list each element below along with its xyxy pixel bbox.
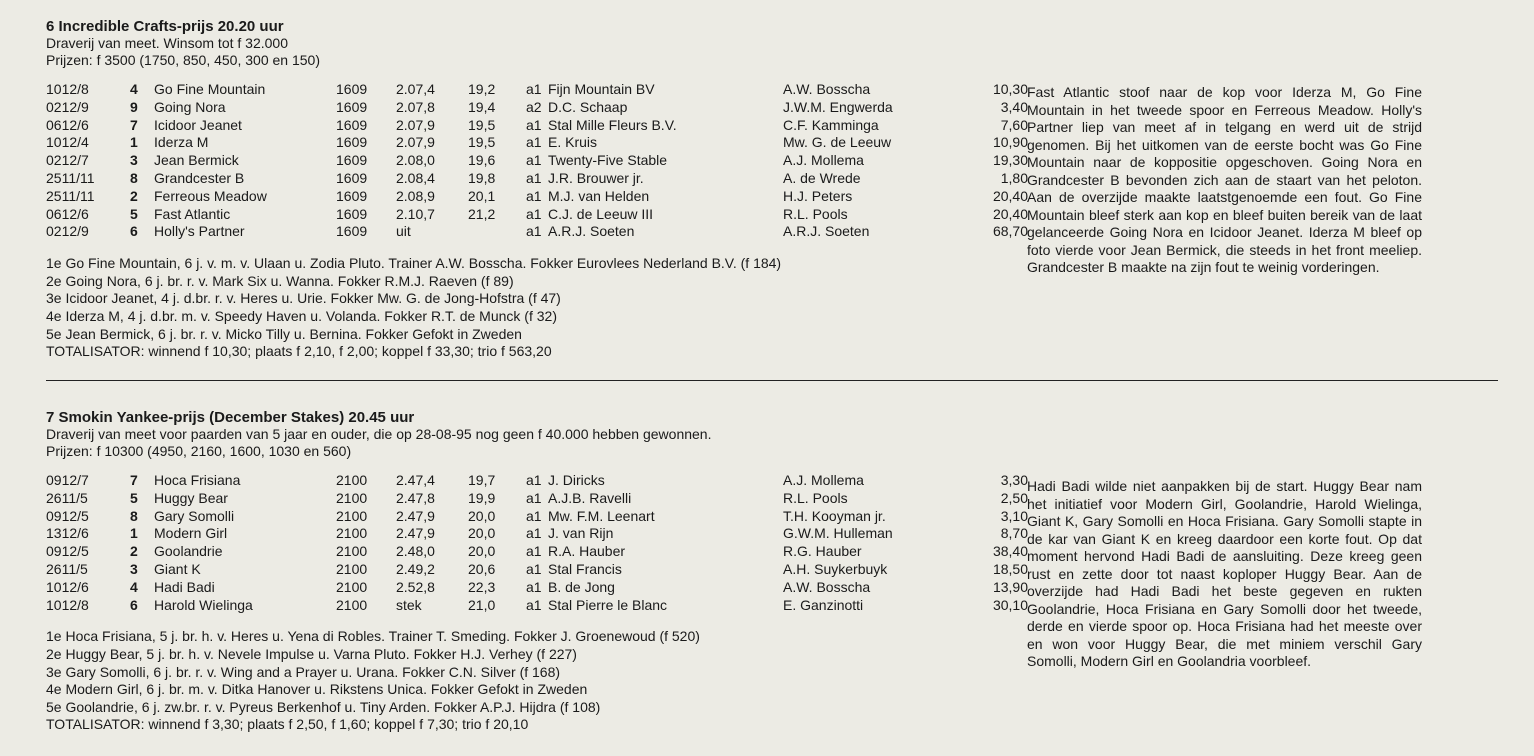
entry-owner: Stal Mille Fleurs B.V. xyxy=(548,116,677,133)
entry-no: 1 xyxy=(130,525,138,542)
entry-pos: a1 xyxy=(526,596,542,613)
entry-time: 2.07,8 xyxy=(396,98,435,115)
entry-horse: Harold Wielinga xyxy=(154,596,253,613)
entry-time: uit xyxy=(396,223,411,240)
entry-date: 2511/11 xyxy=(46,187,95,204)
entry-horse: Hadi Badi xyxy=(154,578,215,595)
entry-dist: 2100 xyxy=(336,596,368,613)
entry-odds: 68,70 xyxy=(992,223,1028,240)
entry-odds: 3,10 xyxy=(1000,507,1028,524)
race-conditions: Draverij van meet. Winsom tot f 32.000 xyxy=(46,35,288,51)
entry-time: 2.48,0 xyxy=(396,543,435,560)
entry-odds: 38,40 xyxy=(992,543,1028,560)
entry-km: 19,4 xyxy=(468,98,496,115)
entry-km: 20,6 xyxy=(468,560,496,577)
entry-horse: Jean Bermick xyxy=(154,152,239,169)
entry-pos: a1 xyxy=(526,560,542,577)
entry-owner: D.C. Schaap xyxy=(548,98,628,115)
entry-pos: a1 xyxy=(526,525,542,542)
entry-driver: A.J. Mollema xyxy=(783,152,864,169)
entry-pos: a1 xyxy=(526,578,542,595)
entry-time: 2.07,4 xyxy=(396,81,435,97)
entry-horse: Icidoor Jeanet xyxy=(154,116,242,133)
entry-no: 5 xyxy=(130,489,138,506)
entry-date: 1312/6 xyxy=(46,525,89,542)
entry-time: 2.47,9 xyxy=(396,525,435,542)
entry-owner: C.J. de Leeuw III xyxy=(548,205,654,222)
entry-owner: Mw. F.M. Leenart xyxy=(548,507,655,524)
entry-pos: a2 xyxy=(526,98,542,115)
entry-dist: 1609 xyxy=(336,98,368,115)
entry-pos: a1 xyxy=(526,489,542,506)
entry-date: 1012/8 xyxy=(46,596,89,613)
entry-odds: 20,40 xyxy=(992,205,1028,222)
entry-date: 1012/8 xyxy=(46,81,89,97)
result-line: 3e Icidoor Jeanet, 4 j. d.br. r. v. Heres u. Urie. Fokker Mw. G. de Jong-Hofstra (f 47) xyxy=(46,290,561,307)
entry-date: 0612/6 xyxy=(46,116,89,133)
entry-driver: A.W. Bosscha xyxy=(783,578,871,595)
result-line: 4e Iderza M, 4 j. d.br. m. v. Speedy Haven u. Volanda. Fokker R.T. de Munck (f 32) xyxy=(46,307,557,324)
entry-no: 8 xyxy=(130,169,138,186)
entry-no: 4 xyxy=(130,81,138,97)
totalisator-line: TOTALISATOR: winnend f 3,30; plaats f 2,50, f 1,60; koppel f 7,30; trio f 20,10 xyxy=(46,716,529,733)
entry-driver: A.J. Mollema xyxy=(783,472,864,488)
entry-time: 2.08,9 xyxy=(396,187,435,204)
entry-owner: Fijn Mountain BV xyxy=(548,81,655,97)
entry-horse: Giant K xyxy=(154,560,201,577)
entry-pos: a1 xyxy=(526,472,542,488)
entry-km: 20,0 xyxy=(468,525,496,542)
entry-driver: R.L. Pools xyxy=(783,205,848,222)
entry-odds: 10,90 xyxy=(992,134,1028,151)
entry-owner: Stal Pierre le Blanc xyxy=(548,596,668,613)
entry-date: 0212/9 xyxy=(46,98,89,115)
entry-dist: 1609 xyxy=(336,152,368,169)
entry-no: 3 xyxy=(130,152,138,169)
entry-date: 0612/6 xyxy=(46,205,89,222)
entry-no: 6 xyxy=(130,596,138,613)
entry-owner: R.A. Hauber xyxy=(548,543,626,560)
race-title: 7 Smokin Yankee-prijs (December Stakes) 20.45 uur xyxy=(46,409,415,426)
entry-km: 21,0 xyxy=(468,596,496,613)
entry-pos: a1 xyxy=(526,543,542,560)
entry-owner: B. de Jong xyxy=(548,578,615,595)
entry-pos: a1 xyxy=(526,116,542,133)
entry-km: 19,9 xyxy=(468,489,496,506)
entry-time: 2.47,8 xyxy=(396,489,435,506)
entry-horse: Goolandrie xyxy=(154,543,223,560)
entry-km: 20,0 xyxy=(468,507,496,524)
entry-km: 19,8 xyxy=(468,169,496,186)
entry-pos: a1 xyxy=(526,187,542,204)
entry-date: 0212/9 xyxy=(46,223,89,240)
entry-driver: C.F. Kamminga xyxy=(783,116,879,133)
entry-horse: Gary Somolli xyxy=(154,507,235,524)
entry-dist: 1609 xyxy=(336,134,368,151)
entry-odds: 2,50 xyxy=(1000,489,1028,506)
entry-km: 19,5 xyxy=(468,134,496,151)
result-line: 3e Gary Somolli, 6 j. br. r. v. Wing and a Prayer u. Urana. Fokker C.N. Silver (f 168) xyxy=(46,663,561,680)
entry-dist: 1609 xyxy=(336,187,368,204)
entry-km: 20,0 xyxy=(468,543,496,560)
entry-odds: 7,60 xyxy=(1000,116,1028,133)
entry-no: 2 xyxy=(130,543,138,560)
entry-owner: J. van Rijn xyxy=(548,525,614,542)
entry-km: 19,7 xyxy=(468,472,496,488)
entry-date: 0912/7 xyxy=(46,472,89,488)
result-line: 1e Hoca Frisiana, 5 j. br. h. v. Heres u. Yena di Robles. Trainer T. Smeding. Fokker J. Groenewoud (f 520) xyxy=(46,628,700,645)
entry-horse: Hoca Frisiana xyxy=(154,472,241,488)
entry-driver: A.R.J. Soeten xyxy=(783,223,870,240)
result-line: 2e Huggy Bear, 5 j. br. h. v. Nevele Impulse u. Varna Pluto. Fokker H.J. Verhey (f 227) xyxy=(46,645,577,662)
entry-km: 19,6 xyxy=(468,152,496,169)
entry-horse: Modern Girl xyxy=(154,525,228,542)
entry-odds: 13,90 xyxy=(992,578,1028,595)
entry-pos: a1 xyxy=(526,81,542,97)
entry-odds: 19,30 xyxy=(992,152,1028,169)
entry-no: 5 xyxy=(130,205,138,222)
entry-date: 2611/5 xyxy=(46,560,88,577)
entry-date: 1012/4 xyxy=(46,134,89,151)
race-6-report: Fast Atlantic stoof naar de kop voor Iderza M, Go Fine Mountain in het tweede spoor en Ferreous Meadow. Holly's Partner liep van meet af in telgang en werd uit de strijd genomen. Bij het uitkomen van de eerste bocht was Go Fine Mountain naar de koppositie opgeschoven. Going Nora en Grandcester B bevonden zich aan de staart van het peloton. Aan de overzijde maakte laatstgenoemde een fout. Go Fine Mountain bleef sterk aan kop en bleef buiten bereik van de laat gelanceerde Going Nora en Icidoor Jeanet. Iderza M bleef op foto vierde voor Jean Bermick, die steeds in het front meeliep. Grandcester B maakte na zijn fout te weinig vorderingen. xyxy=(1027,84,1422,275)
entry-odds: 3,40 xyxy=(1000,98,1028,115)
entry-date: 0212/7 xyxy=(46,152,89,169)
entry-pos: a1 xyxy=(526,223,542,240)
entry-km: 22,3 xyxy=(468,578,496,595)
entry-time: 2.08,4 xyxy=(396,169,435,186)
entry-no: 4 xyxy=(130,578,138,595)
entry-km: 20,1 xyxy=(468,187,496,204)
entry-driver: A.H. Suykerbuyk xyxy=(783,560,888,577)
entry-owner: M.J. van Helden xyxy=(548,187,650,204)
entry-horse: Holly's Partner xyxy=(154,223,245,240)
entry-horse: Huggy Bear xyxy=(154,489,228,506)
entry-time: 2.07,9 xyxy=(396,116,435,133)
entry-date: 1012/6 xyxy=(46,578,89,595)
entry-odds: 8,70 xyxy=(1000,525,1028,542)
entry-no: 8 xyxy=(130,507,138,524)
entry-time: 2.07,9 xyxy=(396,134,435,151)
entry-owner: J. Diricks xyxy=(548,472,605,488)
entry-km: 19,2 xyxy=(468,81,496,97)
entry-odds: 18,50 xyxy=(992,560,1028,577)
entry-horse: Go Fine Mountain xyxy=(154,81,266,97)
entry-date: 0912/5 xyxy=(46,507,89,524)
entry-no: 3 xyxy=(130,560,138,577)
entry-driver: E. Ganzinotti xyxy=(783,596,864,613)
entry-no: 6 xyxy=(130,223,138,240)
entry-driver: J.W.M. Engwerda xyxy=(783,98,893,115)
entry-time: 2.10,7 xyxy=(396,205,435,222)
entry-dist: 1609 xyxy=(336,116,368,133)
entry-driver: H.J. Peters xyxy=(783,187,853,204)
totalisator-line: TOTALISATOR: winnend f 10,30; plaats f 2,10, f 2,00; koppel f 33,30; trio f 563,20 xyxy=(46,343,552,360)
result-line: 5e Goolandrie, 6 j. zw.br. r. v. Pyreus Berkenhof u. Tiny Arden. Fokker A.P.J. Hijdra (f 108) xyxy=(46,698,601,715)
entry-time: 2.49,2 xyxy=(396,560,435,577)
result-line: 1e Go Fine Mountain, 6 j. v. m. v. Ulaan u. Zodia Pluto. Trainer A.W. Bosscha. Fokker Eurovlees Nederland B.V. (f 184) xyxy=(46,255,782,272)
entry-odds: 10,30 xyxy=(992,81,1028,97)
entry-horse: Fast Atlantic xyxy=(154,205,231,222)
entry-km: 21,2 xyxy=(468,205,496,222)
entry-no: 9 xyxy=(130,98,138,115)
entry-horse: Grandcester B xyxy=(154,169,245,186)
entry-owner: E. Kruis xyxy=(548,134,598,151)
entry-driver: G.W.M. Hulleman xyxy=(783,525,893,542)
entry-dist: 1609 xyxy=(336,205,368,222)
entry-odds: 3,30 xyxy=(1000,472,1028,488)
entry-odds: 30,10 xyxy=(992,596,1028,613)
entry-driver: R.L. Pools xyxy=(783,489,848,506)
entry-no: 1 xyxy=(130,134,138,151)
entry-pos: a1 xyxy=(526,134,542,151)
entry-dist: 2100 xyxy=(336,472,368,488)
entry-horse: Ferreous Meadow xyxy=(154,187,267,204)
entry-time: stek xyxy=(396,596,422,613)
entry-pos: a1 xyxy=(526,507,542,524)
race-prizes: Prijzen: f 3500 (1750, 850, 450, 300 en 150) xyxy=(46,52,320,68)
entry-driver: A.W. Bosscha xyxy=(783,81,871,97)
entry-pos: a1 xyxy=(526,152,542,169)
entry-pos: a1 xyxy=(526,169,542,186)
entry-horse: Iderza M xyxy=(154,134,209,151)
entry-driver: Mw. G. de Leeuw xyxy=(783,134,892,151)
entry-owner: Stal Francis xyxy=(548,560,622,577)
entry-driver: T.H. Kooyman jr. xyxy=(783,507,886,524)
race-title: 6 Incredible Crafts-prijs 20.20 uur xyxy=(46,18,284,35)
result-line: 2e Going Nora, 6 j. br. r. v. Mark Six u. Wanna. Fokker R.M.J. Raeven (f 89) xyxy=(46,272,514,289)
entry-time: 2.47,9 xyxy=(396,507,435,524)
entry-pos: a1 xyxy=(526,205,542,222)
race-prizes: Prijzen: f 10300 (4950, 2160, 1600, 1030 en 560) xyxy=(46,443,352,459)
race-conditions: Draverij van meet voor paarden van 5 jaar en ouder, die op 28-08-95 nog geen f 40.000 hebben gewonnen. xyxy=(46,426,712,442)
entry-owner: J.R. Brouwer jr. xyxy=(548,169,644,186)
entry-driver: R.G. Hauber xyxy=(783,543,862,560)
entry-owner: A.R.J. Soeten xyxy=(548,223,635,240)
entry-odds: 1,80 xyxy=(1000,169,1028,186)
entry-no: 7 xyxy=(130,472,138,488)
entry-odds: 20,40 xyxy=(992,187,1028,204)
result-line: 5e Jean Bermick, 6 j. br. r. v. Micko Tilly u. Bernina. Fokker Gefokt in Zweden xyxy=(46,325,522,342)
entry-no: 7 xyxy=(130,116,138,133)
entry-dist: 2100 xyxy=(336,507,368,524)
entry-dist: 1609 xyxy=(336,223,368,240)
entry-time: 2.52,8 xyxy=(396,578,435,595)
entry-dist: 1609 xyxy=(336,81,368,97)
race-7-report: Hadi Badi wilde niet aanpakken bij de start. Huggy Bear nam het initiatief voor Modern Girl, Goolandrie, Harold Wielinga, Giant K, Gary Somolli en Hoca Frisiana. Gary Somolli stapte in de kar van Giant K en kreeg daardoor een korte fout. Op dat moment hervond Hadi Badi de aansluiting. Deze kreeg geen rust en zette door tot naast koploper Huggy Bear. Aan de overzijde had Hadi Badi het beste gegeven en rukten Goolandrie, Hoca Frisiana en Gary Somolli door het tweede, derde en vierde spoor op. Hoca Frisiana had het meeste over en won voor Huggy Bear, die met miniem verschil Gary Somolli, Modern Girl en Goolandria voorbleef. xyxy=(1027,478,1422,669)
entry-dist: 2100 xyxy=(336,525,368,542)
entry-dist: 2100 xyxy=(336,560,368,577)
entry-date: 2511/11 xyxy=(46,169,95,186)
entry-dist: 2100 xyxy=(336,543,368,560)
entry-dist: 2100 xyxy=(336,578,368,595)
entry-driver: A. de Wrede xyxy=(783,169,861,186)
entry-horse: Going Nora xyxy=(154,98,226,115)
entry-dist: 1609 xyxy=(336,169,368,186)
entry-km: 19,5 xyxy=(468,116,496,133)
section-divider xyxy=(46,380,1498,381)
entry-owner: A.J.B. Ravelli xyxy=(548,489,632,506)
entry-date: 0912/5 xyxy=(46,543,89,560)
entry-no: 2 xyxy=(130,187,138,204)
entry-date: 2611/5 xyxy=(46,489,88,506)
result-line: 4e Modern Girl, 6 j. br. m. v. Ditka Hanover u. Rikstens Unica. Fokker Gefokt in Zweden xyxy=(46,681,588,698)
entry-time: 2.08,0 xyxy=(396,152,435,169)
entry-owner: Twenty-Five Stable xyxy=(548,152,668,169)
entry-time: 2.47,4 xyxy=(396,472,435,488)
entry-dist: 2100 xyxy=(336,489,368,506)
